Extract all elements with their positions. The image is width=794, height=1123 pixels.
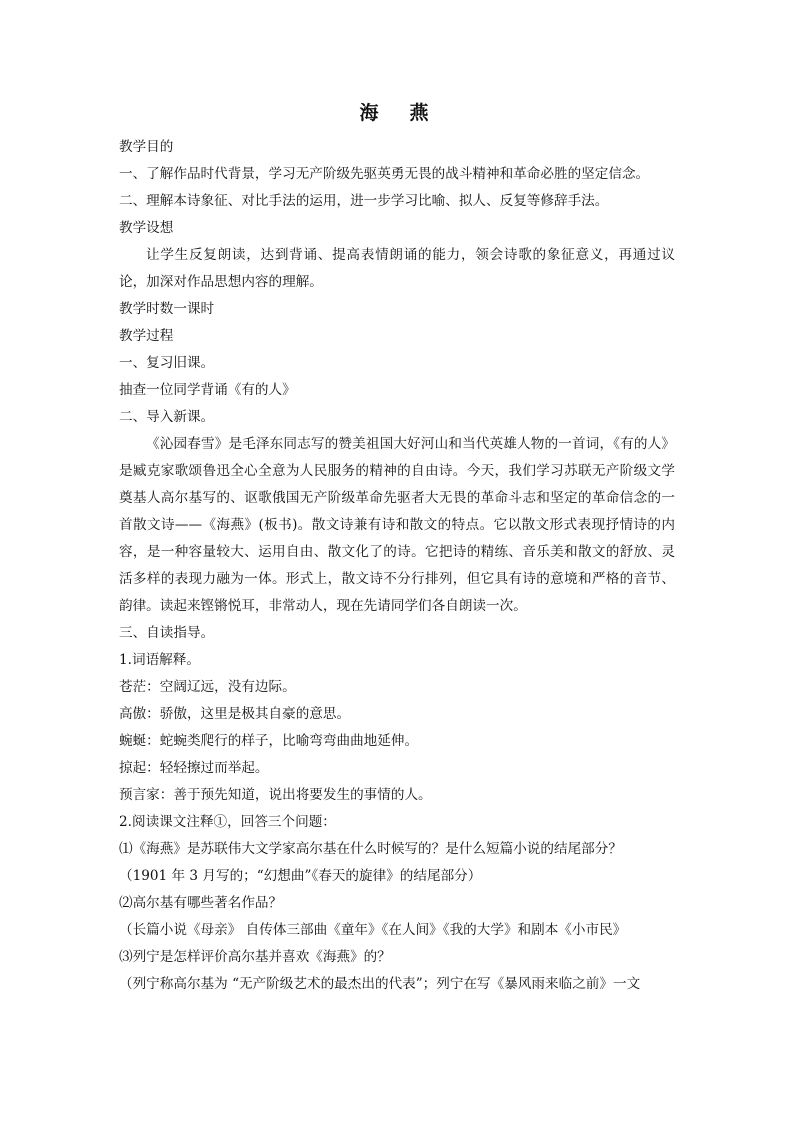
- vocab-item: 蜿蜒：蛇蜿类爬行的样子，比喻弯弯曲曲地延伸。: [119, 733, 419, 749]
- heading-teaching-process: 教学过程: [119, 328, 174, 344]
- review-detail: 抽查一位同学背诵《有的人》: [119, 382, 296, 398]
- goal-item-1: 一、了解作品时代背景，学习无产阶级先驱英勇无畏的战斗精神和革命必胜的坚定信念。: [119, 166, 650, 182]
- document-page: [119, 100, 675, 998]
- teaching-hours: 教学时数一课时: [119, 301, 215, 317]
- answer-3: （列宁称高尔基为 “无产阶级艺术的最杰出的代表”；列宁在写《暴风雨来临之前》一文: [119, 976, 641, 992]
- answer-1: （1901 年 3 月写的；“幻想曲”《春天的旋律》的结尾部分）: [119, 868, 482, 884]
- document-title: 海 燕: [359, 102, 435, 124]
- answer-2: （长篇小说《母亲》 自传体三部曲《童年》《在人间》《我的大学》和剧本《小市民》: [119, 922, 627, 938]
- vocab-heading: 1.词语解释。: [119, 652, 200, 668]
- questions-heading: 2.阅读课文注释①，回答三个问题：: [119, 814, 336, 830]
- heading-teaching-goals: 教学目的: [119, 139, 174, 155]
- step-introduction: 二、导入新课。: [119, 409, 215, 425]
- introduction-paragraph: 《沁园春雪》是毛泽东同志写的赞美祖国大好河山和当代英雄人物的一首词，《有的人》是臧克家歌颂鲁迅全心全意为人民服务的精神的自由诗。今天，我们学习苏联无产阶级文学奠基人高尔基写的、讴歌俄国无产阶级革命先驱者大无畏的革命斗志和坚定的革命信念的一首散文诗——《海燕》(板书)。散文诗兼有诗和散文的特点。它以散文形式表现抒情诗的内容，是一种容量较大、运用自由、散文化了的诗。它把诗的精练、音乐美和散文的舒放、灵活多样的表现力融为一体。形式上，散文诗不分行排列，但它具有诗的意境和严格的音节、韵律。读起来铿锵悦耳，非常动人，现在先请同学们各自朗读一次。: [119, 436, 675, 614]
- vocab-item: 高傲：骄傲，这里是极其自豪的意思。: [119, 706, 351, 722]
- vocab-item: 苍茫：空阔辽远，没有边际。: [119, 679, 296, 695]
- step-review: 一、复习旧课。: [119, 355, 215, 371]
- step-self-reading: 三、自读指导。: [119, 625, 215, 641]
- goal-item-2: 二、理解本诗象征、对比手法的运用，进一步学习比喻、拟人、反复等修辞手法。: [119, 193, 609, 209]
- question-1: ⑴《海燕》是苏联伟大文学家高尔基在什么时候写的？是什么短篇小说的结尾部分？: [119, 841, 622, 857]
- vocab-item: 预言家：善于预先知道，说出将要发生的事情的人。: [119, 787, 432, 803]
- question-2: ⑵高尔基有哪些著名作品？: [119, 895, 283, 911]
- teaching-plan-paragraph: 让学生反复朗读，达到背诵、提高表情朗诵的能力，领会诗歌的象征意义，再通过议论，加深对作品思想内容的理解。: [119, 247, 675, 290]
- question-3: ⑶列宁是怎样评价高尔基并喜欢《海燕》的？: [119, 949, 391, 965]
- heading-teaching-plan: 教学设想: [119, 220, 174, 236]
- vocab-item: 掠起：轻轻擦过而举起。: [119, 760, 269, 776]
